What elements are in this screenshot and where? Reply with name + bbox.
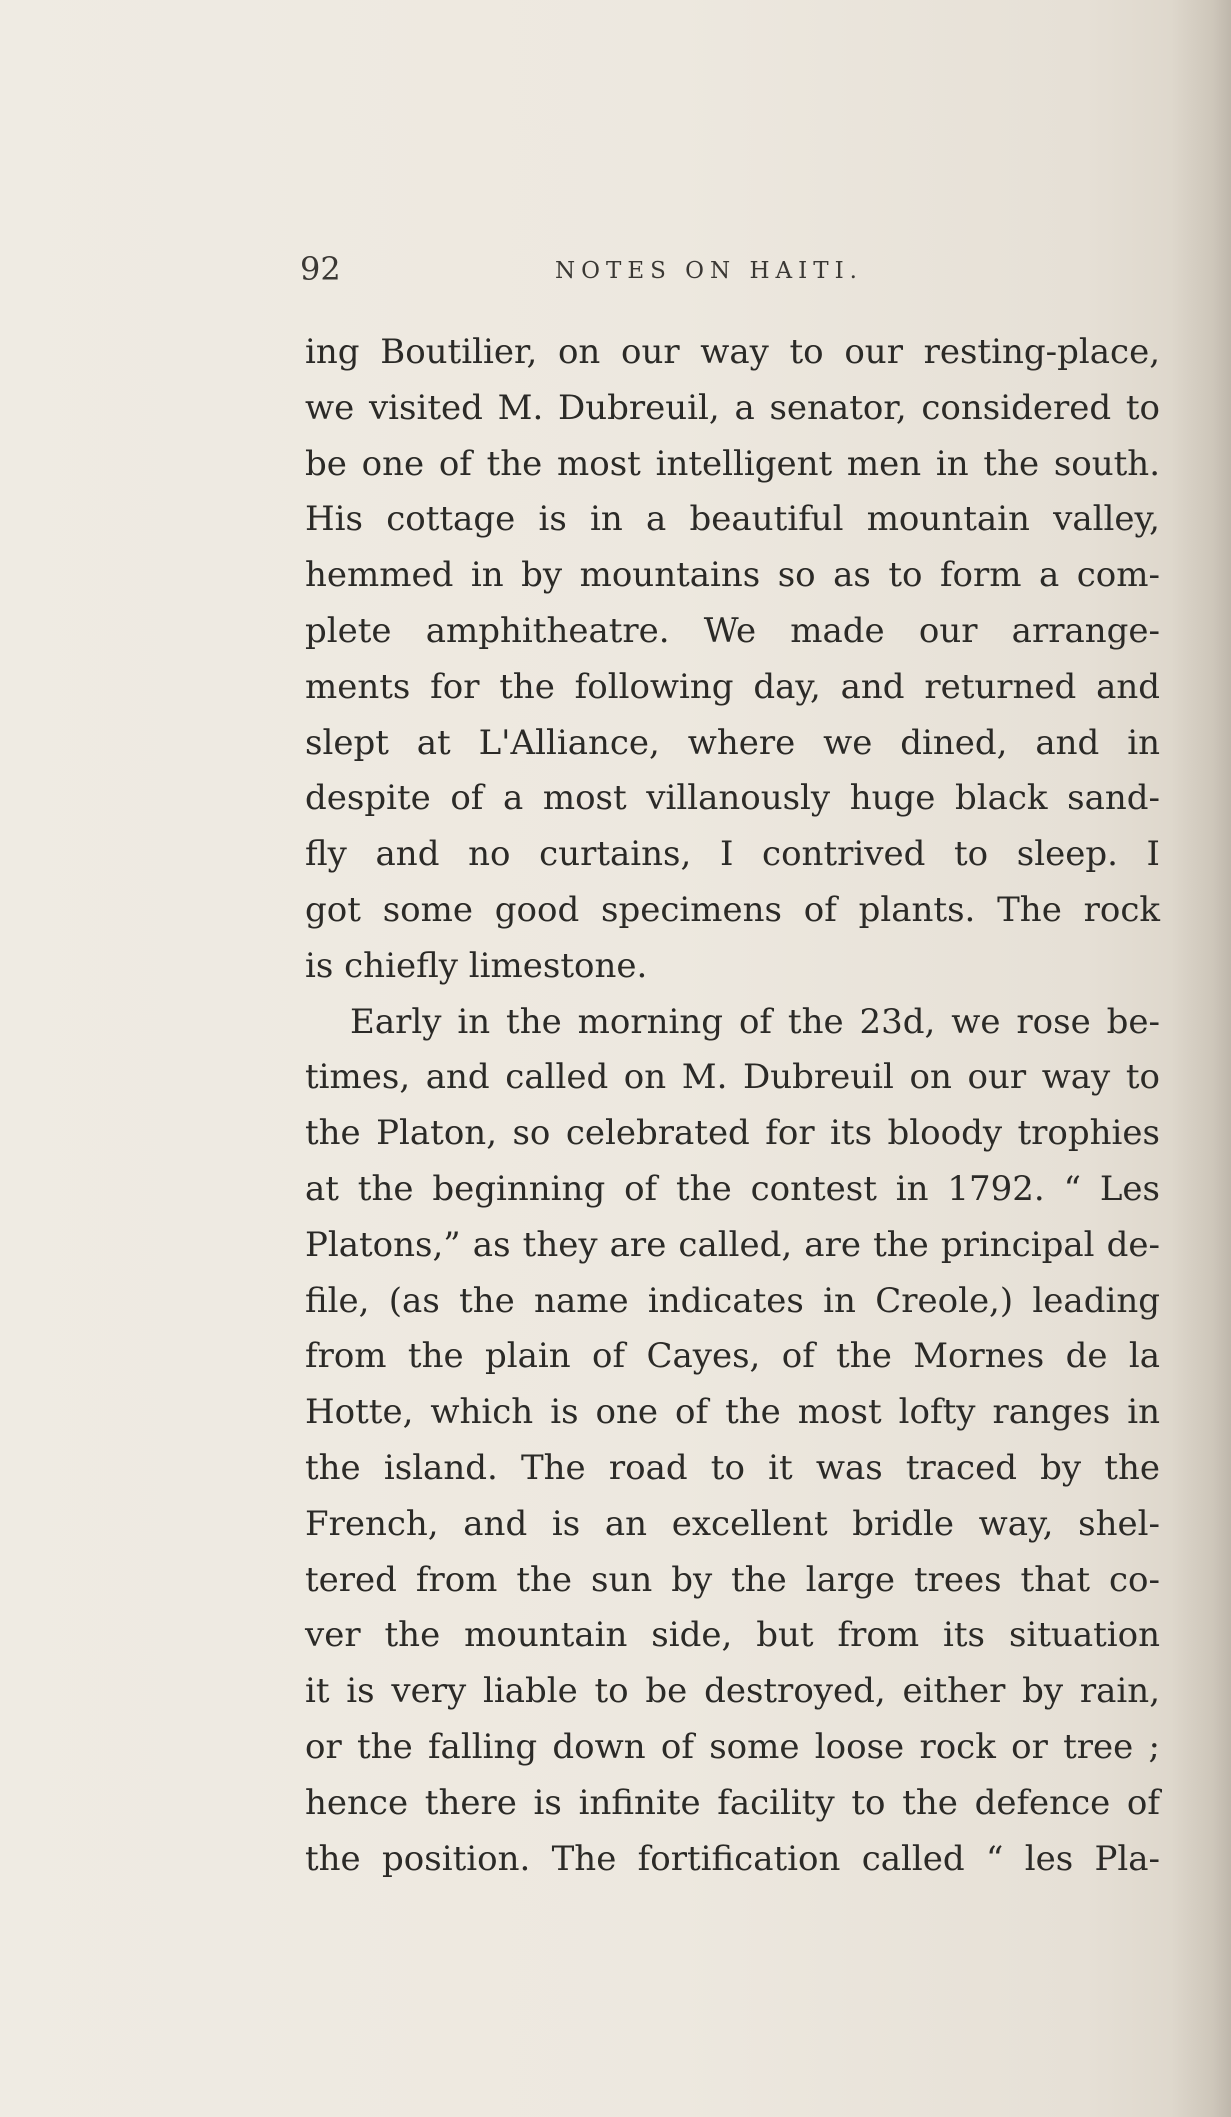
page-edge-shadow [1171, 0, 1231, 2117]
text-line: is chiefly limestone. [305, 945, 648, 986]
text-line: Platons,” as they are called, are the principal de- [305, 1224, 1160, 1265]
body-text [305, 325, 1160, 1887]
text-line: ments for the following day, and returned and [305, 666, 1160, 707]
text-line: plete amphitheatre. We made our arrange- [305, 610, 1160, 651]
text-line: the island. The road to it was traced by the [305, 1447, 1160, 1488]
text-line: hemmed in by mountains so as to form a com- [305, 555, 1160, 596]
text-line: file, (as the name indicates in Creole,) leading [305, 1280, 1160, 1321]
text-line: ing Boutilier, on our way to our resting-place, [305, 332, 1160, 372]
text-line: French, and is an excellent bridle way, shel- [305, 1503, 1160, 1544]
text-line: ver the mountain side, but from its situation [305, 1615, 1160, 1656]
text-line: from the plain of Cayes, of the Mornes de la [305, 1336, 1160, 1377]
text-line: fly and no curtains, I contrived to sleep. I [305, 834, 1160, 875]
text-line: despite of a most villanously huge black sand- [305, 778, 1160, 819]
paragraph-1 [305, 325, 1160, 995]
text-line: hence there is infinite facility to the defence of [305, 1782, 1160, 1823]
text-line: the Platon, so celebrated for its bloody trophies [305, 1113, 1160, 1154]
text-line: slept at L'Alliance, where we dined, and in [305, 722, 1160, 763]
running-title: NOTES ON HAITI. [555, 258, 863, 284]
text-line: be one of the most intelligent men in the south. [305, 443, 1160, 484]
text-line: or the falling down of some loose rock or tree ; [305, 1726, 1160, 1767]
text-line: Early in the morning of the 23d, we rose be- [350, 1001, 1160, 1042]
text-line: His cottage is in a beautiful mountain valley, [305, 499, 1160, 540]
text-line: at the beginning of the contest in 1792. “ Les [305, 1168, 1160, 1209]
text-line: we visited M. Dubreuil, a senator, considered to [305, 387, 1160, 428]
text-line: times, and called on M. Dubreuil on our way to [305, 1057, 1160, 1098]
text-line: tered from the sun by the large trees that co- [305, 1559, 1160, 1600]
text-line: Hotte, which is one of the most lofty ranges in [305, 1392, 1160, 1433]
text-line: got some good specimens of plants. The rock [305, 889, 1160, 930]
text-line: it is very liable to be destroyed, either by rain, [305, 1671, 1160, 1712]
page-number: 92 [300, 250, 341, 288]
paragraph-2 [305, 995, 1160, 1888]
text-line: the position. The fortification called “ les Pla- [305, 1838, 1160, 1879]
page-header [300, 250, 1140, 290]
